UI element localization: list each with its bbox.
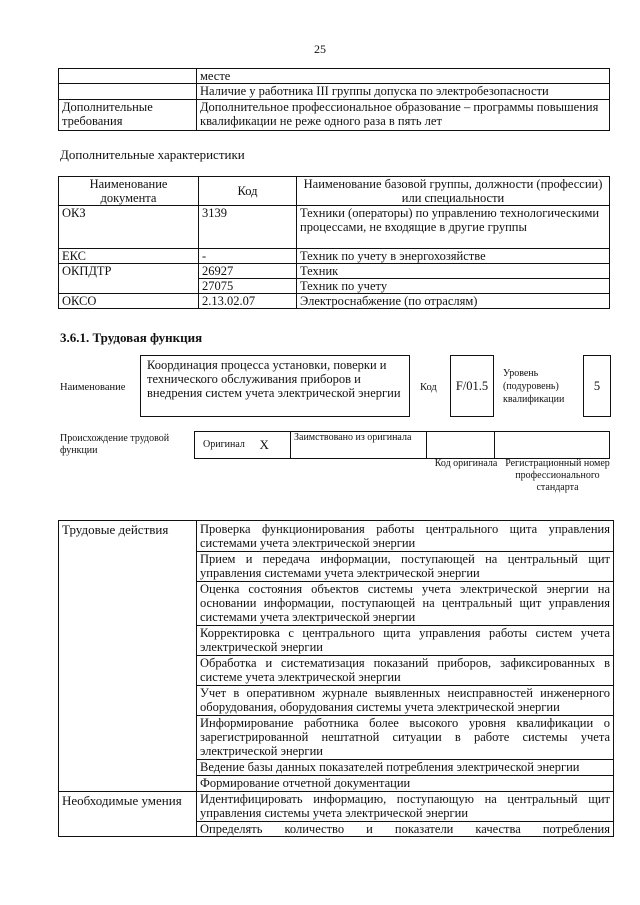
skills-label: Необходимые умения — [59, 792, 197, 837]
origin-label: Происхождение трудовой функции — [60, 433, 170, 456]
labor-action-item: Прием и передача информации, поступающей на центральный щит управления системами учета электрической энергии — [197, 552, 614, 582]
labor-action-item: Ведение базы данных показателей потребления электрической энергии — [197, 760, 614, 776]
requirements-label — [59, 84, 197, 100]
cell-name: Техники (операторы) по управлению технологическими процессами, не входящие в другие группы — [297, 206, 610, 249]
requirements-table — [58, 68, 610, 131]
skill-item: Идентифицировать информацию, поступающую на центральный щит управления системы учета электрической энергии — [197, 792, 614, 822]
function-code-box — [450, 355, 494, 417]
actions-table — [58, 520, 614, 837]
labor-action-item: Оценка состояния объектов системы учета электрической энергии на основании информации, поступающей на центральный щит управления системами учета электрической энергии — [197, 582, 614, 626]
table-row — [59, 69, 610, 84]
function-name-label: Наименование — [60, 382, 126, 393]
function-code-value: F/01.5 — [455, 378, 489, 393]
table-row — [59, 206, 610, 249]
cell-document — [59, 279, 199, 294]
table-row — [59, 521, 614, 552]
table-row — [59, 100, 610, 131]
labor-action-item: Информирование работника более высокого уровня квалификации о зарегистрированной нештатной ситуации в работе системы учета электрической энергии — [197, 716, 614, 760]
registration-number-cell — [495, 432, 610, 459]
qualification-level-box — [583, 355, 611, 417]
original-code-cell — [427, 432, 495, 459]
original-code-caption: Код оригинала — [434, 458, 498, 469]
cell-code: 3139 — [199, 206, 297, 249]
table-row — [59, 279, 610, 294]
labor-actions-label: Трудовые действия — [59, 521, 197, 792]
registration-number-caption: Регистрационный номер профессионального стандарта — [505, 458, 610, 493]
table-row — [59, 294, 610, 309]
function-name-value: Координация процесса установки, поверки и технического обслуживания приборов и внедрения систем учета электрической энергии — [147, 358, 401, 400]
requirements-value: месте — [197, 69, 610, 84]
header-document: Наименование документа — [59, 177, 199, 206]
cell-code: - — [199, 249, 297, 264]
cell-document: ОКПДТР — [59, 264, 199, 279]
cell-name: Техник по учету в энергохозяйстве — [297, 249, 610, 264]
header-name: Наименование базовой группы, должности (профессии) или специальности — [297, 177, 610, 206]
origin-table — [194, 431, 610, 459]
header-code: Код — [199, 177, 297, 206]
characteristics-table — [58, 176, 610, 309]
cell-document: ОКСО — [59, 294, 199, 309]
table-row — [195, 432, 610, 459]
qualification-level-value: 5 — [593, 378, 601, 393]
labor-action-item: Учет в оперативном журнале выявленных неисправностей инженерного оборудования, оборудования системы учета электрической энергии — [197, 686, 614, 716]
table-header-row — [59, 177, 610, 206]
requirements-label — [59, 69, 197, 84]
cell-document: ЕКС — [59, 249, 199, 264]
original-mark: X — [257, 432, 291, 459]
cell-name: Техник — [297, 264, 610, 279]
labor-action-item: Корректировка с центрального щита управления работы систем учета электрической энергии — [197, 626, 614, 656]
requirements-value: Наличие у работника III группы допуска по электробезопасности — [197, 84, 610, 100]
cell-code: 2.13.02.07 — [199, 294, 297, 309]
original-label: Оригинал — [195, 432, 257, 459]
cell-code: 27075 — [199, 279, 297, 294]
function-name-box — [140, 355, 410, 417]
qualification-level-label: Уровень (подуровень) квалификации — [503, 368, 565, 405]
borrowed-label: Заимствовано из оригинала — [291, 432, 427, 459]
requirements-value: Дополнительное профессиональное образование – программы повышения квалификации не реже одного раза в пять лет — [197, 100, 610, 131]
additional-characteristics-heading: Дополнительные характеристики — [60, 147, 245, 162]
table-row — [59, 264, 610, 279]
page-number: 25 — [314, 42, 326, 56]
cell-name: Электроснабжение (по отраслям) — [297, 294, 610, 309]
requirements-label: Дополнительные требования — [59, 100, 197, 131]
skill-item: Определять количество и показатели качества потребления — [197, 822, 614, 837]
cell-document: ОКЗ — [59, 206, 199, 249]
section-title: 3.6.1. Трудовая функция — [60, 330, 203, 345]
table-row — [59, 792, 614, 822]
labor-action-item: Проверка функционирования работы центрального щита управления системами учета электрической энергии — [197, 521, 614, 552]
cell-name: Техник по учету — [297, 279, 610, 294]
table-row — [59, 84, 610, 100]
labor-action-item: Обработка и систематизация показаний приборов, зафиксированных в системе учета электрической энергии — [197, 656, 614, 686]
function-code-label: Код — [420, 382, 437, 393]
cell-code: 26927 — [199, 264, 297, 279]
table-row — [59, 249, 610, 264]
labor-action-item: Формирование отчетной документации — [197, 776, 614, 792]
